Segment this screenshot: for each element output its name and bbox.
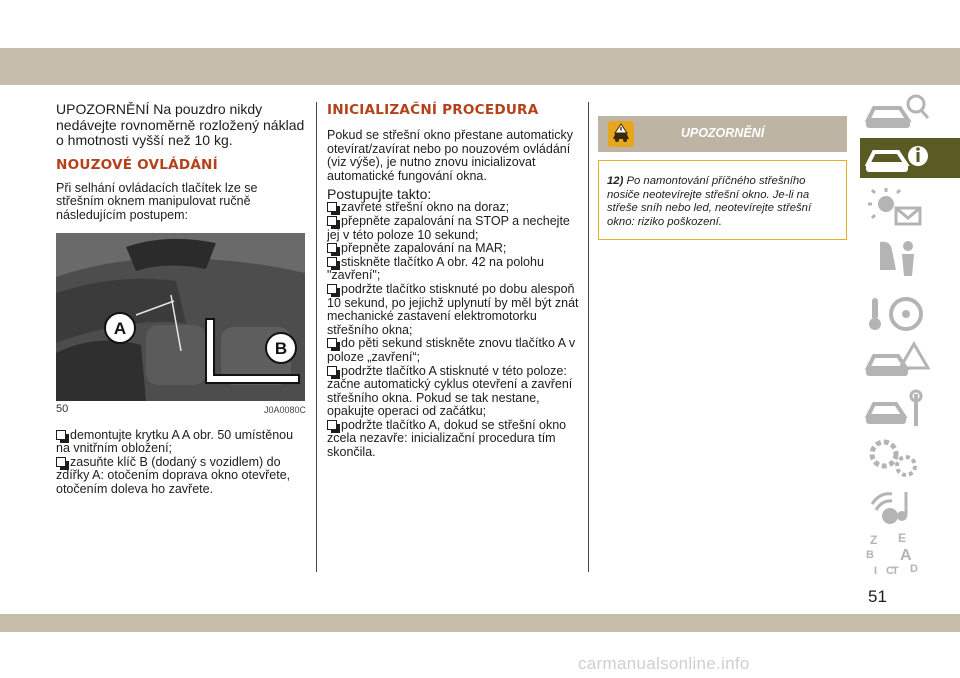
lights-mail-icon[interactable] <box>862 186 936 228</box>
init-step-3: přepněte zapalování na MAR; <box>327 242 579 256</box>
column-middle <box>327 102 579 460</box>
car-tools-icon[interactable] <box>862 388 936 432</box>
checkbox-bullet-icon <box>56 430 66 440</box>
svg-text:B: B <box>866 549 874 561</box>
init-step-1: zavřete střešní okno na doraz; <box>327 201 579 215</box>
warning-title: UPOZORNĚNÍ <box>680 126 765 140</box>
checkbox-bullet-icon <box>56 457 66 467</box>
checkbox-bullet-icon <box>327 338 337 348</box>
section-heading-initialization: INICIALIZAČNÍ PROCEDURA <box>327 102 539 118</box>
svg-text:A: A <box>900 547 912 564</box>
column-left <box>56 102 306 497</box>
car-search-icon[interactable] <box>862 90 936 134</box>
init-step-5: podržte tlačítko stisknuté po dobu alespoň 10 sekund, po jejichž uplynutí by měl být znát mechanické zastavení elektromotorku střešního okna; <box>327 281 579 337</box>
warning-note-box <box>598 160 847 240</box>
svg-text:E: E <box>898 531 907 545</box>
label-a: A <box>113 318 127 338</box>
init-step-2: přepněte zapalování na STOP a nechejte jej v této poloze 10 sekund; <box>327 213 570 242</box>
figure-number: 50 <box>56 402 69 415</box>
figure-50 <box>56 233 306 415</box>
sunroof-photo <box>56 233 305 401</box>
column-divider <box>588 102 589 572</box>
svg-text:I: I <box>874 565 878 577</box>
label-b: B <box>274 338 288 358</box>
init-step-4: stiskněte tlačítko A obr. 42 na polohu "zavření"; <box>327 254 544 283</box>
column-divider <box>316 102 317 572</box>
checkbox-bullet-icon <box>327 243 337 253</box>
checkbox-bullet-icon <box>327 202 337 212</box>
svg-text:D: D <box>910 563 918 575</box>
init-step-7: podržte tlačítko A stisknuté v této poloze: začne automatický cyklus otevření a zavření střešního okna. Pokud se tak nestane, opakujte operaci od začátku; <box>327 363 573 419</box>
media-music-icon[interactable] <box>862 484 936 530</box>
page-number: 51 <box>868 587 887 606</box>
warning-header <box>598 116 847 152</box>
car-warning-icon[interactable] <box>862 340 936 380</box>
svg-text:T: T <box>892 565 899 577</box>
checkbox-bullet-icon <box>327 284 337 294</box>
section-heading-emergency: NOUZOVÉ OVLÁDÁNÍ <box>56 156 218 173</box>
watermark: carmanualsonline.info <box>578 654 750 673</box>
bottom-band <box>0 614 960 632</box>
svg-text:C: C <box>886 565 894 577</box>
procedure-lead: Postupujte takto: <box>327 186 432 203</box>
car-info-icon[interactable] <box>862 140 936 178</box>
top-band <box>0 48 960 85</box>
emergency-step-1: demontujte krytku A A obr. 50 umístěnou na vnitřním obložení; <box>56 427 294 456</box>
column-right <box>598 116 848 240</box>
note-text: Po namontování příčného střešního nosiče neotevírejte střešní okno. Je-li na střeše sníh nebo led, neotevírejte střešní okno: riziko poškození. <box>607 175 812 228</box>
emergency-paragraph: Při selhání ovládacích tlačítek lze se střešním oknem manipulovat ručně následujícím postupem: <box>56 180 258 222</box>
init-step-8: podržte tlačítko A, dokud se střešní okno zcela nezavře: inicializační procedura tím skončila. <box>327 417 567 460</box>
svg-text:Z: Z <box>870 533 878 547</box>
gears-icon[interactable] <box>862 436 936 482</box>
init-step-6: do pěti sekund stiskněte znovu tlačítko A v poloze „zavření“; <box>327 336 576 364</box>
seat-person-icon[interactable] <box>862 236 936 282</box>
key-steering-wheel-icon[interactable] <box>862 292 936 338</box>
checkbox-bullet-icon <box>327 366 337 376</box>
sunroof-illustration <box>56 233 305 401</box>
checkbox-bullet-icon <box>327 216 337 226</box>
figure-code: J0A0080C <box>263 404 306 415</box>
checkbox-bullet-icon <box>327 420 337 430</box>
note-number: 12) <box>607 175 624 187</box>
emergency-step-2: zasuňte klíč B (dodaný s vozidlem) do zdířky A: otočením doprava okno otevřete, otočením doleva ho zavřete. <box>56 454 291 496</box>
intro-warning-text: UPOZORNĚNÍ Na pouzdro nikdy nedávejte rovnoměrně rozložený náklad o hmotnosti vyšší než 10 kg. <box>56 101 305 149</box>
initialization-paragraph: Pokud se střešní okno přestane automaticky otevírat/zavírat nebo po nouzovém ovládání (viz výše), je nutno znovu inicializovat automatické fungování okna. <box>327 128 573 183</box>
alphabet-index-icon[interactable] <box>862 530 936 578</box>
checkbox-bullet-icon <box>327 257 337 267</box>
